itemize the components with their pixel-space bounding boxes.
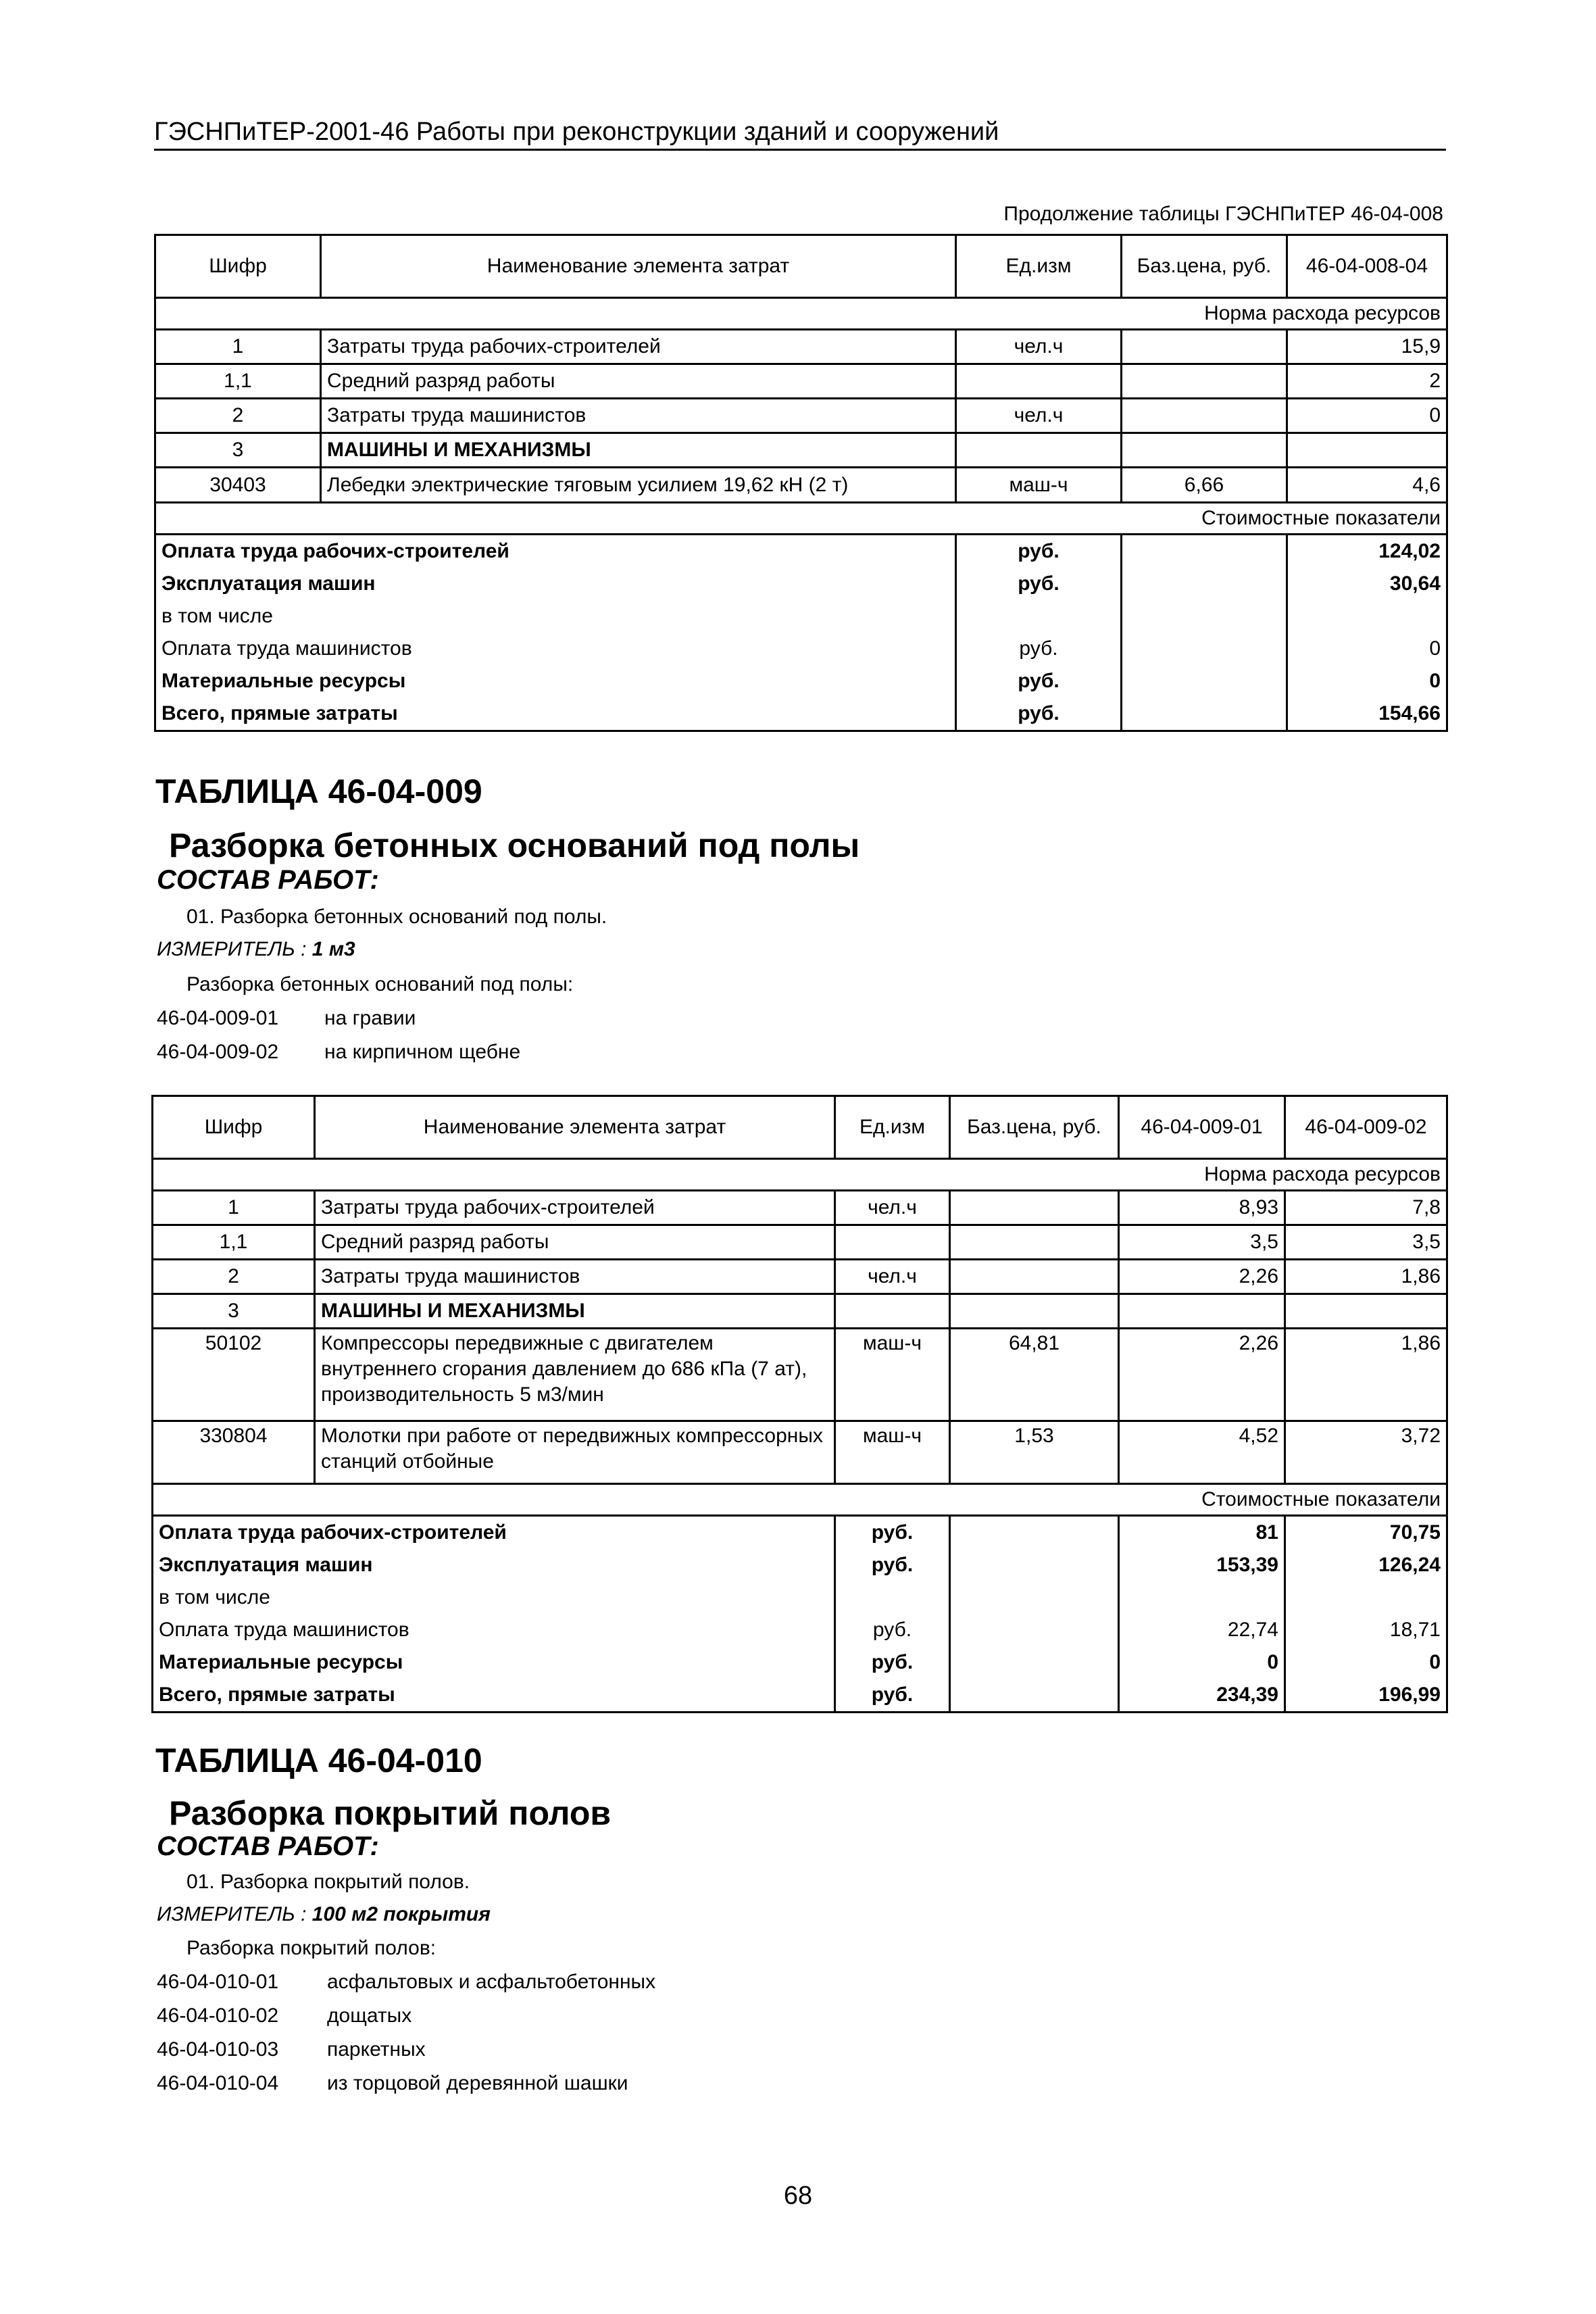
work-composition-label: СОСТАВ РАБОТ: — [157, 865, 379, 895]
table-row — [155, 468, 1447, 503]
cost-name: Оплата труда рабочих-строителей — [153, 1516, 835, 1550]
cost-name: Оплата труда машинистов — [153, 1614, 835, 1646]
cost-price-empty — [950, 1549, 1119, 1581]
table-row — [153, 1191, 1447, 1225]
cell-value: 2,26 — [1119, 1329, 1285, 1421]
column-header: Шифр — [155, 235, 321, 298]
cell-code: 30403 — [155, 468, 321, 503]
column-header: 46-04-008-04 — [1287, 235, 1447, 298]
cost-unit: руб. — [835, 1679, 950, 1713]
cost-value: 0 — [1287, 633, 1447, 665]
cell-name: МАШИНЫ И МЕХАНИЗМЫ — [321, 433, 956, 468]
cell-price — [950, 1191, 1119, 1225]
cell-code: 1 — [155, 330, 321, 364]
cell-code: 1,1 — [155, 364, 321, 399]
cost-name: в том числе — [155, 600, 956, 633]
cost-name: в том числе — [153, 1581, 835, 1614]
column-header: 46-04-009-02 — [1285, 1096, 1447, 1159]
cost-value: 196,99 — [1285, 1679, 1447, 1713]
cost-section-row — [153, 1484, 1447, 1516]
list-item-code: 46-04-010-02 — [157, 2004, 279, 2027]
cost-section-row — [155, 503, 1447, 535]
cost-unit: руб. — [956, 697, 1122, 731]
cost-price-empty — [1122, 633, 1287, 665]
measurer-label: ИЗМЕРИТЕЛЬ : — [157, 938, 307, 960]
list-item-code: 46-04-010-04 — [157, 2072, 279, 2094]
cost-name: Оплата труда машинистов — [155, 633, 956, 665]
cell-value: 15,9 — [1287, 330, 1447, 364]
cost-price-empty — [1122, 568, 1287, 600]
column-header: Шифр — [153, 1096, 315, 1159]
cost-name: Материальные ресурсы — [155, 665, 956, 697]
cost-value: 153,39 — [1119, 1549, 1285, 1581]
cell-code: 2 — [155, 399, 321, 433]
cost-name: Всего, прямые затраты — [153, 1679, 835, 1713]
cell-value: 4,6 — [1287, 468, 1447, 503]
cell-code: 1 — [153, 1191, 315, 1225]
table-row — [155, 535, 1447, 568]
table-row — [153, 1614, 1447, 1646]
column-header: Наименование элемента затрат — [321, 235, 956, 298]
list-item-name: дощатых — [327, 2004, 412, 2027]
cell-unit: маш-ч — [835, 1329, 950, 1421]
cell-value: 3,5 — [1285, 1225, 1447, 1260]
cost-value: 18,71 — [1285, 1614, 1447, 1646]
table-row — [153, 1421, 1447, 1484]
list-item-code: 46-04-009-01 — [157, 1007, 279, 1029]
table-row — [155, 330, 1447, 364]
cost-unit: руб. — [956, 665, 1122, 697]
cost-price-empty — [1122, 665, 1287, 697]
measurer-value: 100 м2 покрытия — [311, 1903, 491, 1925]
list-item-name: асфальтовых и асфальтобетонных — [327, 1971, 656, 1993]
cell-value — [1287, 433, 1447, 468]
cell-unit — [835, 1294, 950, 1329]
cell-value: 4,52 — [1119, 1421, 1285, 1484]
cost-unit: руб. — [956, 535, 1122, 568]
cell-unit: маш-ч — [956, 468, 1122, 503]
list-item-name: из торцовой деревянной шашки — [327, 2072, 628, 2094]
column-header: Баз.цена, руб. — [1122, 235, 1287, 298]
cell-unit: чел.ч — [835, 1260, 950, 1294]
cost-name: Материальные ресурсы — [153, 1646, 835, 1679]
measurer-value: 1 м3 — [311, 938, 355, 960]
cost-unit: руб. — [956, 568, 1122, 600]
cost-name: Всего, прямые затраты — [155, 697, 956, 731]
table-row — [155, 568, 1447, 600]
list-item-name: на гравии — [324, 1007, 416, 1029]
table-row — [155, 433, 1447, 468]
norm-section-row — [153, 1159, 1447, 1191]
cost-value: 30,64 — [1287, 568, 1447, 600]
table-row — [153, 1260, 1447, 1294]
cell-name: Молотки при работе от передвижных компрессорных станций отбойные — [315, 1421, 835, 1484]
column-header: Ед.изм — [956, 235, 1122, 298]
list-intro: Разборка покрытий полов: — [186, 1937, 437, 1959]
cost-unit: руб. — [835, 1646, 950, 1679]
cell-name: Компрессоры передвижные с двигателем внутреннего сгорания давлением до 686 кПа (7 ат), производительность 5 м3/мин — [315, 1329, 835, 1421]
table-header-row — [155, 235, 1447, 298]
table-row — [155, 364, 1447, 399]
cost-price-empty — [1122, 600, 1287, 633]
cost-price-empty — [1122, 697, 1287, 731]
resource-table-46-04-008 — [154, 234, 1448, 732]
cost-value — [1119, 1581, 1285, 1614]
table-row — [155, 665, 1447, 697]
list-item-code: 46-04-009-02 — [157, 1041, 279, 1063]
cell-price: 1,53 — [950, 1421, 1119, 1484]
cost-price-empty — [1122, 535, 1287, 568]
cost-section-label: Стоимостные показатели — [153, 1484, 1447, 1516]
cost-unit: руб. — [835, 1516, 950, 1550]
list-item-code: 46-04-010-03 — [157, 2038, 279, 2061]
cost-name: Оплата труда рабочих-строителей — [155, 535, 956, 568]
document-header: ГЭСНПиТЕР-2001-46 Работы при реконструкции зданий и сооружений — [154, 116, 1446, 151]
table-row — [153, 1329, 1447, 1421]
cell-value: 2,26 — [1119, 1260, 1285, 1294]
cell-price — [950, 1260, 1119, 1294]
work-item: 01. Разборка бетонных оснований под полы. — [186, 906, 607, 928]
section-subtitle: Разборка бетонных оснований под полы — [169, 827, 860, 864]
cell-price — [950, 1294, 1119, 1329]
table-row — [155, 600, 1447, 633]
norm-section-row — [155, 298, 1447, 330]
table-row — [155, 399, 1447, 433]
cost-value: 70,75 — [1285, 1516, 1447, 1550]
cell-unit: чел.ч — [956, 330, 1122, 364]
table-row — [153, 1679, 1447, 1713]
cell-value: 1,86 — [1285, 1260, 1447, 1294]
cost-value: 81 — [1119, 1516, 1285, 1550]
cost-unit: руб. — [835, 1614, 950, 1646]
table-continuation-caption: Продолжение таблицы ГЭСНПиТЕР 46-04-008 — [1003, 203, 1443, 225]
cell-name: Средний разряд работы — [315, 1225, 835, 1260]
cell-code: 330804 — [153, 1421, 315, 1484]
resource-table-46-04-009 — [151, 1095, 1448, 1713]
section-title: ТАБЛИЦА 46-04-009 — [155, 772, 482, 810]
list-intro: Разборка бетонных оснований под полы: — [186, 973, 574, 995]
column-header: Баз.цена, руб. — [950, 1096, 1119, 1159]
list-item-code: 46-04-010-01 — [157, 1971, 279, 1993]
cell-code: 50102 — [153, 1329, 315, 1421]
table-row — [153, 1516, 1447, 1550]
cell-name: МАШИНЫ И МЕХАНИЗМЫ — [315, 1294, 835, 1329]
column-header: Ед.изм — [835, 1096, 950, 1159]
cell-value: 7,8 — [1285, 1191, 1447, 1225]
column-header: Наименование элемента затрат — [315, 1096, 835, 1159]
list-item-name: на кирпичном щебне — [324, 1041, 521, 1063]
cell-price: 64,81 — [950, 1329, 1119, 1421]
table-row — [153, 1646, 1447, 1679]
cell-unit — [956, 433, 1122, 468]
cost-value: 0 — [1287, 665, 1447, 697]
cost-name: Эксплуатация машин — [153, 1549, 835, 1581]
cell-unit: чел.ч — [835, 1191, 950, 1225]
table-row — [153, 1225, 1447, 1260]
table-row — [153, 1581, 1447, 1614]
cost-value: 0 — [1285, 1646, 1447, 1679]
cell-unit: маш-ч — [835, 1421, 950, 1484]
cost-value: 22,74 — [1119, 1614, 1285, 1646]
cell-code: 1,1 — [153, 1225, 315, 1260]
cell-unit — [956, 364, 1122, 399]
section-title: ТАБЛИЦА 46-04-010 — [155, 1742, 482, 1779]
cost-value: 234,39 — [1119, 1679, 1285, 1713]
cost-unit: руб. — [835, 1549, 950, 1581]
cell-value: 3,5 — [1119, 1225, 1285, 1260]
cost-value: 124,02 — [1287, 535, 1447, 568]
cell-code: 2 — [153, 1260, 315, 1294]
table-row — [155, 633, 1447, 665]
cost-value: 126,24 — [1285, 1549, 1447, 1581]
cell-name: Затраты труда рабочих-строителей — [321, 330, 956, 364]
cell-code: 3 — [155, 433, 321, 468]
cell-price — [1122, 330, 1287, 364]
cost-price-empty — [950, 1516, 1119, 1550]
cell-code: 3 — [153, 1294, 315, 1329]
column-header: 46-04-009-01 — [1119, 1096, 1285, 1159]
list-item-name: паркетных — [327, 2038, 426, 2061]
cell-name: Затраты труда машинистов — [315, 1260, 835, 1294]
cell-price — [950, 1225, 1119, 1260]
cell-name: Лебедки электрические тяговым усилием 19,62 кН (2 т) — [321, 468, 956, 503]
cell-value — [1285, 1294, 1447, 1329]
table-row — [153, 1294, 1447, 1329]
norm-section-label: Норма расхода ресурсов — [153, 1159, 1447, 1191]
cost-price-empty — [950, 1614, 1119, 1646]
cost-price-empty — [950, 1679, 1119, 1713]
cell-price — [1122, 399, 1287, 433]
cost-value: 154,66 — [1287, 697, 1447, 731]
cost-price-empty — [950, 1646, 1119, 1679]
cell-value: 1,86 — [1285, 1329, 1447, 1421]
cost-unit — [956, 600, 1122, 633]
cost-name: Эксплуатация машин — [155, 568, 956, 600]
cell-value: 2 — [1287, 364, 1447, 399]
cost-section-label: Стоимостные показатели — [155, 503, 1447, 535]
table-row — [153, 1549, 1447, 1581]
cell-price — [1122, 433, 1287, 468]
cost-unit: руб. — [956, 633, 1122, 665]
section-subtitle: Разборка покрытий полов — [169, 1794, 612, 1832]
measurer-label: ИЗМЕРИТЕЛЬ : — [157, 1903, 307, 1925]
work-item: 01. Разборка покрытий полов. — [186, 1871, 470, 1893]
cost-price-empty — [950, 1581, 1119, 1614]
cell-price — [1122, 364, 1287, 399]
cell-unit: чел.ч — [956, 399, 1122, 433]
cell-name: Средний разряд работы — [321, 364, 956, 399]
work-composition-label: СОСТАВ РАБОТ: — [157, 1831, 379, 1861]
cell-value — [1119, 1294, 1285, 1329]
cell-price: 6,66 — [1122, 468, 1287, 503]
cell-name: Затраты труда рабочих-строителей — [315, 1191, 835, 1225]
cost-value — [1285, 1581, 1447, 1614]
cost-value — [1287, 600, 1447, 633]
cell-name: Затраты труда машинистов — [321, 399, 956, 433]
cell-unit — [835, 1225, 950, 1260]
page-number: 68 — [783, 2182, 813, 2210]
cost-value: 0 — [1119, 1646, 1285, 1679]
table-row — [155, 697, 1447, 731]
cost-unit — [835, 1581, 950, 1614]
cell-value: 3,72 — [1285, 1421, 1447, 1484]
cell-value: 8,93 — [1119, 1191, 1285, 1225]
table-header-row — [153, 1096, 1447, 1159]
norm-section-label: Норма расхода ресурсов — [155, 298, 1447, 330]
cell-value: 0 — [1287, 399, 1447, 433]
